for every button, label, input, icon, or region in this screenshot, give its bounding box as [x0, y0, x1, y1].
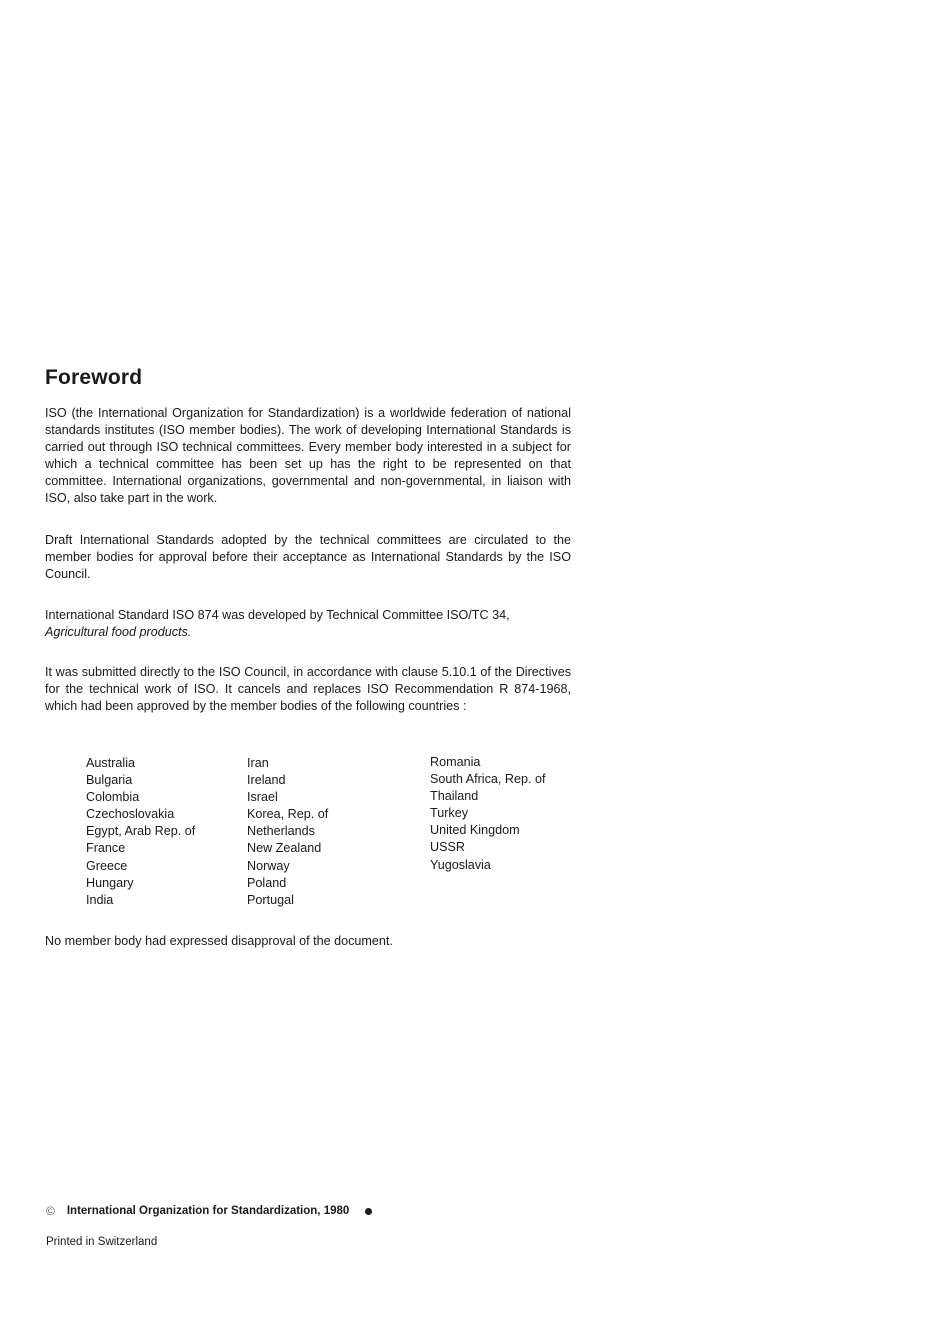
- country-item: Colombia: [86, 790, 140, 805]
- country-item: USSR: [430, 840, 465, 855]
- paragraph-standard-origin: [45, 607, 571, 641]
- printed-location: Printed in Switzerland: [46, 1236, 158, 1248]
- page-title: Foreword: [45, 366, 143, 389]
- country-column-2: [247, 755, 328, 909]
- country-item: South Africa, Rep. of: [430, 772, 546, 787]
- bullet-dot-icon: [365, 1208, 372, 1215]
- copyright-text: International Organization for Standardization, 1980: [66, 1205, 350, 1217]
- paragraph-draft-standards: Draft International Standards adopted by the technical committees are circulated to the member bodies for approval before their acceptance as International Standards by the ISO Council.: [45, 533, 571, 582]
- country-item: Romania: [430, 755, 481, 769]
- paragraph-no-disapproval: No member body had expressed disapproval of the document.: [45, 934, 393, 948]
- country-item: United Kingdom: [430, 823, 520, 838]
- country-item: Egypt, Arab Rep. of: [86, 824, 196, 839]
- country-item: India: [86, 892, 114, 907]
- country-item: Yugoslavia: [430, 857, 491, 872]
- country-item: Portugal: [247, 892, 294, 907]
- country-item: Ireland: [247, 773, 286, 788]
- country-item: France: [86, 841, 126, 856]
- copyright-line: [46, 1204, 372, 1218]
- country-item: Iran: [247, 756, 269, 770]
- country-item: Netherlands: [247, 824, 315, 839]
- standard-origin-text: International Standard ISO 874 was developed by Technical Committee ISO/TC 34,: [45, 608, 510, 622]
- country-item: Norway: [247, 858, 290, 873]
- paragraph-iso-intro: ISO (the International Organization for Standardization) is a worldwide federation of national standards institutes (ISO member bodies). The work of developing International Standards is carried out through ISO technical committees. Every member body interested in a subject for which a technical committee has been set up has the right to be represented on that committee. International organizations, governmental and non-governmental, in liaison with ISO, also take part in the work.: [45, 406, 571, 506]
- country-item: Greece: [86, 858, 128, 873]
- country-item: Poland: [247, 875, 287, 890]
- committee-name: Agricultural food products.: [45, 625, 192, 640]
- country-column-1: [86, 755, 195, 909]
- country-item: Turkey: [430, 806, 469, 821]
- paragraph-submission: It was submitted directly to the ISO Council, in accordance with clause 5.10.1 of the Directives for the technical work of ISO. It cancels and replaces ISO Recommendation R 874-1968, which had been approved by the member bodies of the following countries :: [45, 665, 571, 714]
- country-item: Hungary: [86, 875, 134, 890]
- country-item: Australia: [86, 756, 135, 770]
- country-item: Bulgaria: [86, 773, 133, 788]
- country-item: Israel: [247, 790, 278, 805]
- country-column-3: [430, 754, 546, 874]
- country-item: Thailand: [430, 789, 479, 804]
- copyright-icon: ©: [46, 1204, 55, 1218]
- country-item: Korea, Rep. of: [247, 807, 329, 822]
- country-item: New Zealand: [247, 841, 322, 856]
- country-item: Czechoslovakia: [86, 807, 175, 822]
